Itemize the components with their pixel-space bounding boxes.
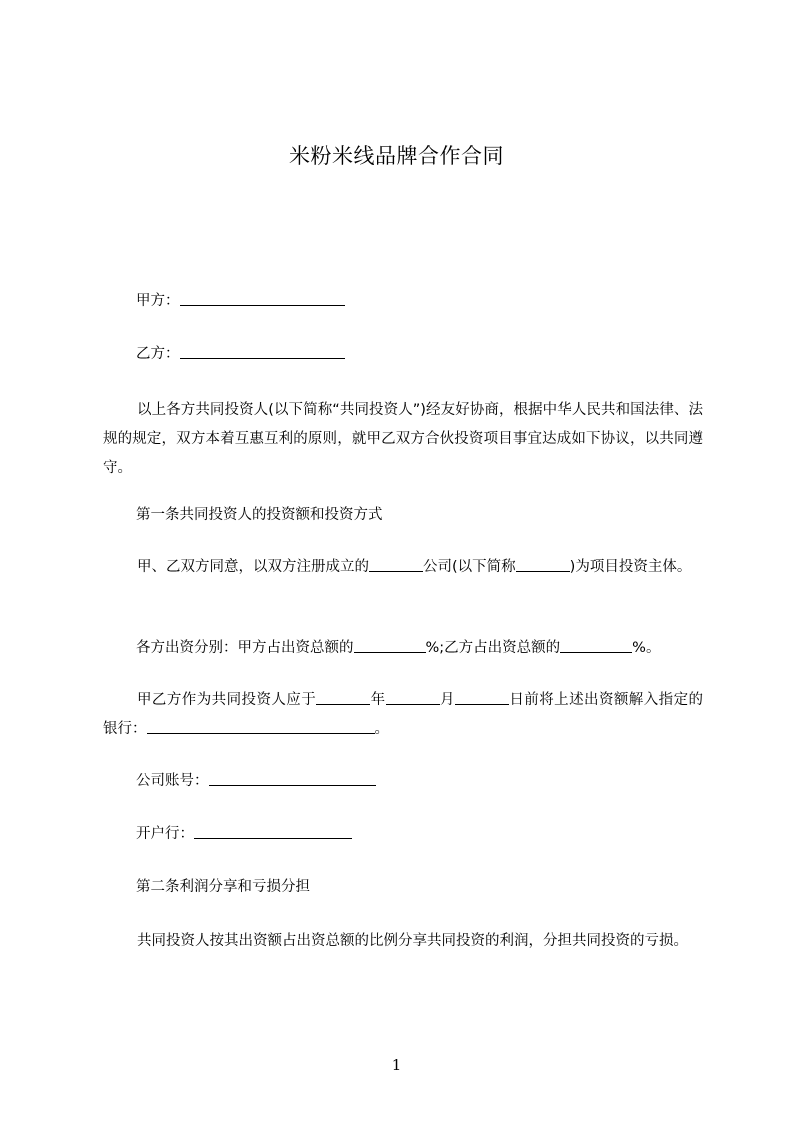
account-line <box>136 770 376 792</box>
article-1-p3-part2: 年 <box>370 692 386 708</box>
party-a-blank <box>180 290 345 306</box>
article-1-p3-part4: 日前将上述出资额解入指定的银行： <box>103 692 704 737</box>
article-1-paragraph-2 <box>136 637 660 659</box>
article-1-p3-part1: 甲乙方作为共同投资人应于 <box>137 692 317 708</box>
bank-label: 开户行： <box>136 826 194 842</box>
party-b-blank <box>180 343 345 359</box>
article-1-paragraph-1 <box>103 553 703 582</box>
day-blank <box>455 689 509 705</box>
party-b-label: 乙方： <box>136 346 180 362</box>
party-b-line <box>136 343 345 365</box>
article-1-p3-part3: 月 <box>439 692 455 708</box>
opening-bank-blank <box>194 823 352 839</box>
article-1-p2-part1: 各方出资分别：甲方占出资总额的 <box>136 640 354 656</box>
party-a-label: 甲方： <box>136 293 180 309</box>
article-1-p1-part2: 公司(以下简称 <box>423 559 516 575</box>
company-short-name-blank <box>516 556 570 572</box>
document-title: 米粉米线品牌合作合同 <box>289 144 504 168</box>
article-2-heading: 第二条利润分享和亏损分担 <box>136 879 310 895</box>
account-blank <box>209 770 376 786</box>
bank-line <box>136 823 352 845</box>
month-blank <box>386 689 440 705</box>
party-a-line <box>136 290 345 312</box>
year-blank <box>316 689 370 705</box>
company-name-blank <box>369 556 423 572</box>
bank-name-blank <box>147 718 375 734</box>
article-1-heading: 第一条共同投资人的投资额和投资方式 <box>136 507 383 523</box>
account-label: 公司账号： <box>136 773 209 789</box>
party-a-share-blank <box>354 637 426 653</box>
article-1-p2-part3: %。 <box>632 640 661 656</box>
article-1-p1-part3: )为项目投资主体。 <box>569 559 692 575</box>
page-number: 1 <box>391 1056 402 1074</box>
party-b-share-blank <box>560 637 632 653</box>
article-1-paragraph-3 <box>103 686 703 744</box>
intro-paragraph: 以上各方共同投资人(以下简称“共同投资人”)经友好协商，根据中华人民共和国法律、法规的规定，双方本着互惠互利的原则，就甲乙双方合伙投资项目事宜达成如下协议，以共同遵守。 <box>103 402 703 476</box>
article-2-paragraph-1: 共同投资人按其出资额占出资总额的比例分享共同投资的利润，分担共同投资的亏损。 <box>137 933 688 949</box>
article-1-p3-part5: 。 <box>374 721 389 737</box>
article-1-p2-part2: %;乙方占出资总额的 <box>425 640 561 656</box>
article-1-p1-part1: 甲、乙双方同意，以双方注册成立的 <box>137 559 369 575</box>
